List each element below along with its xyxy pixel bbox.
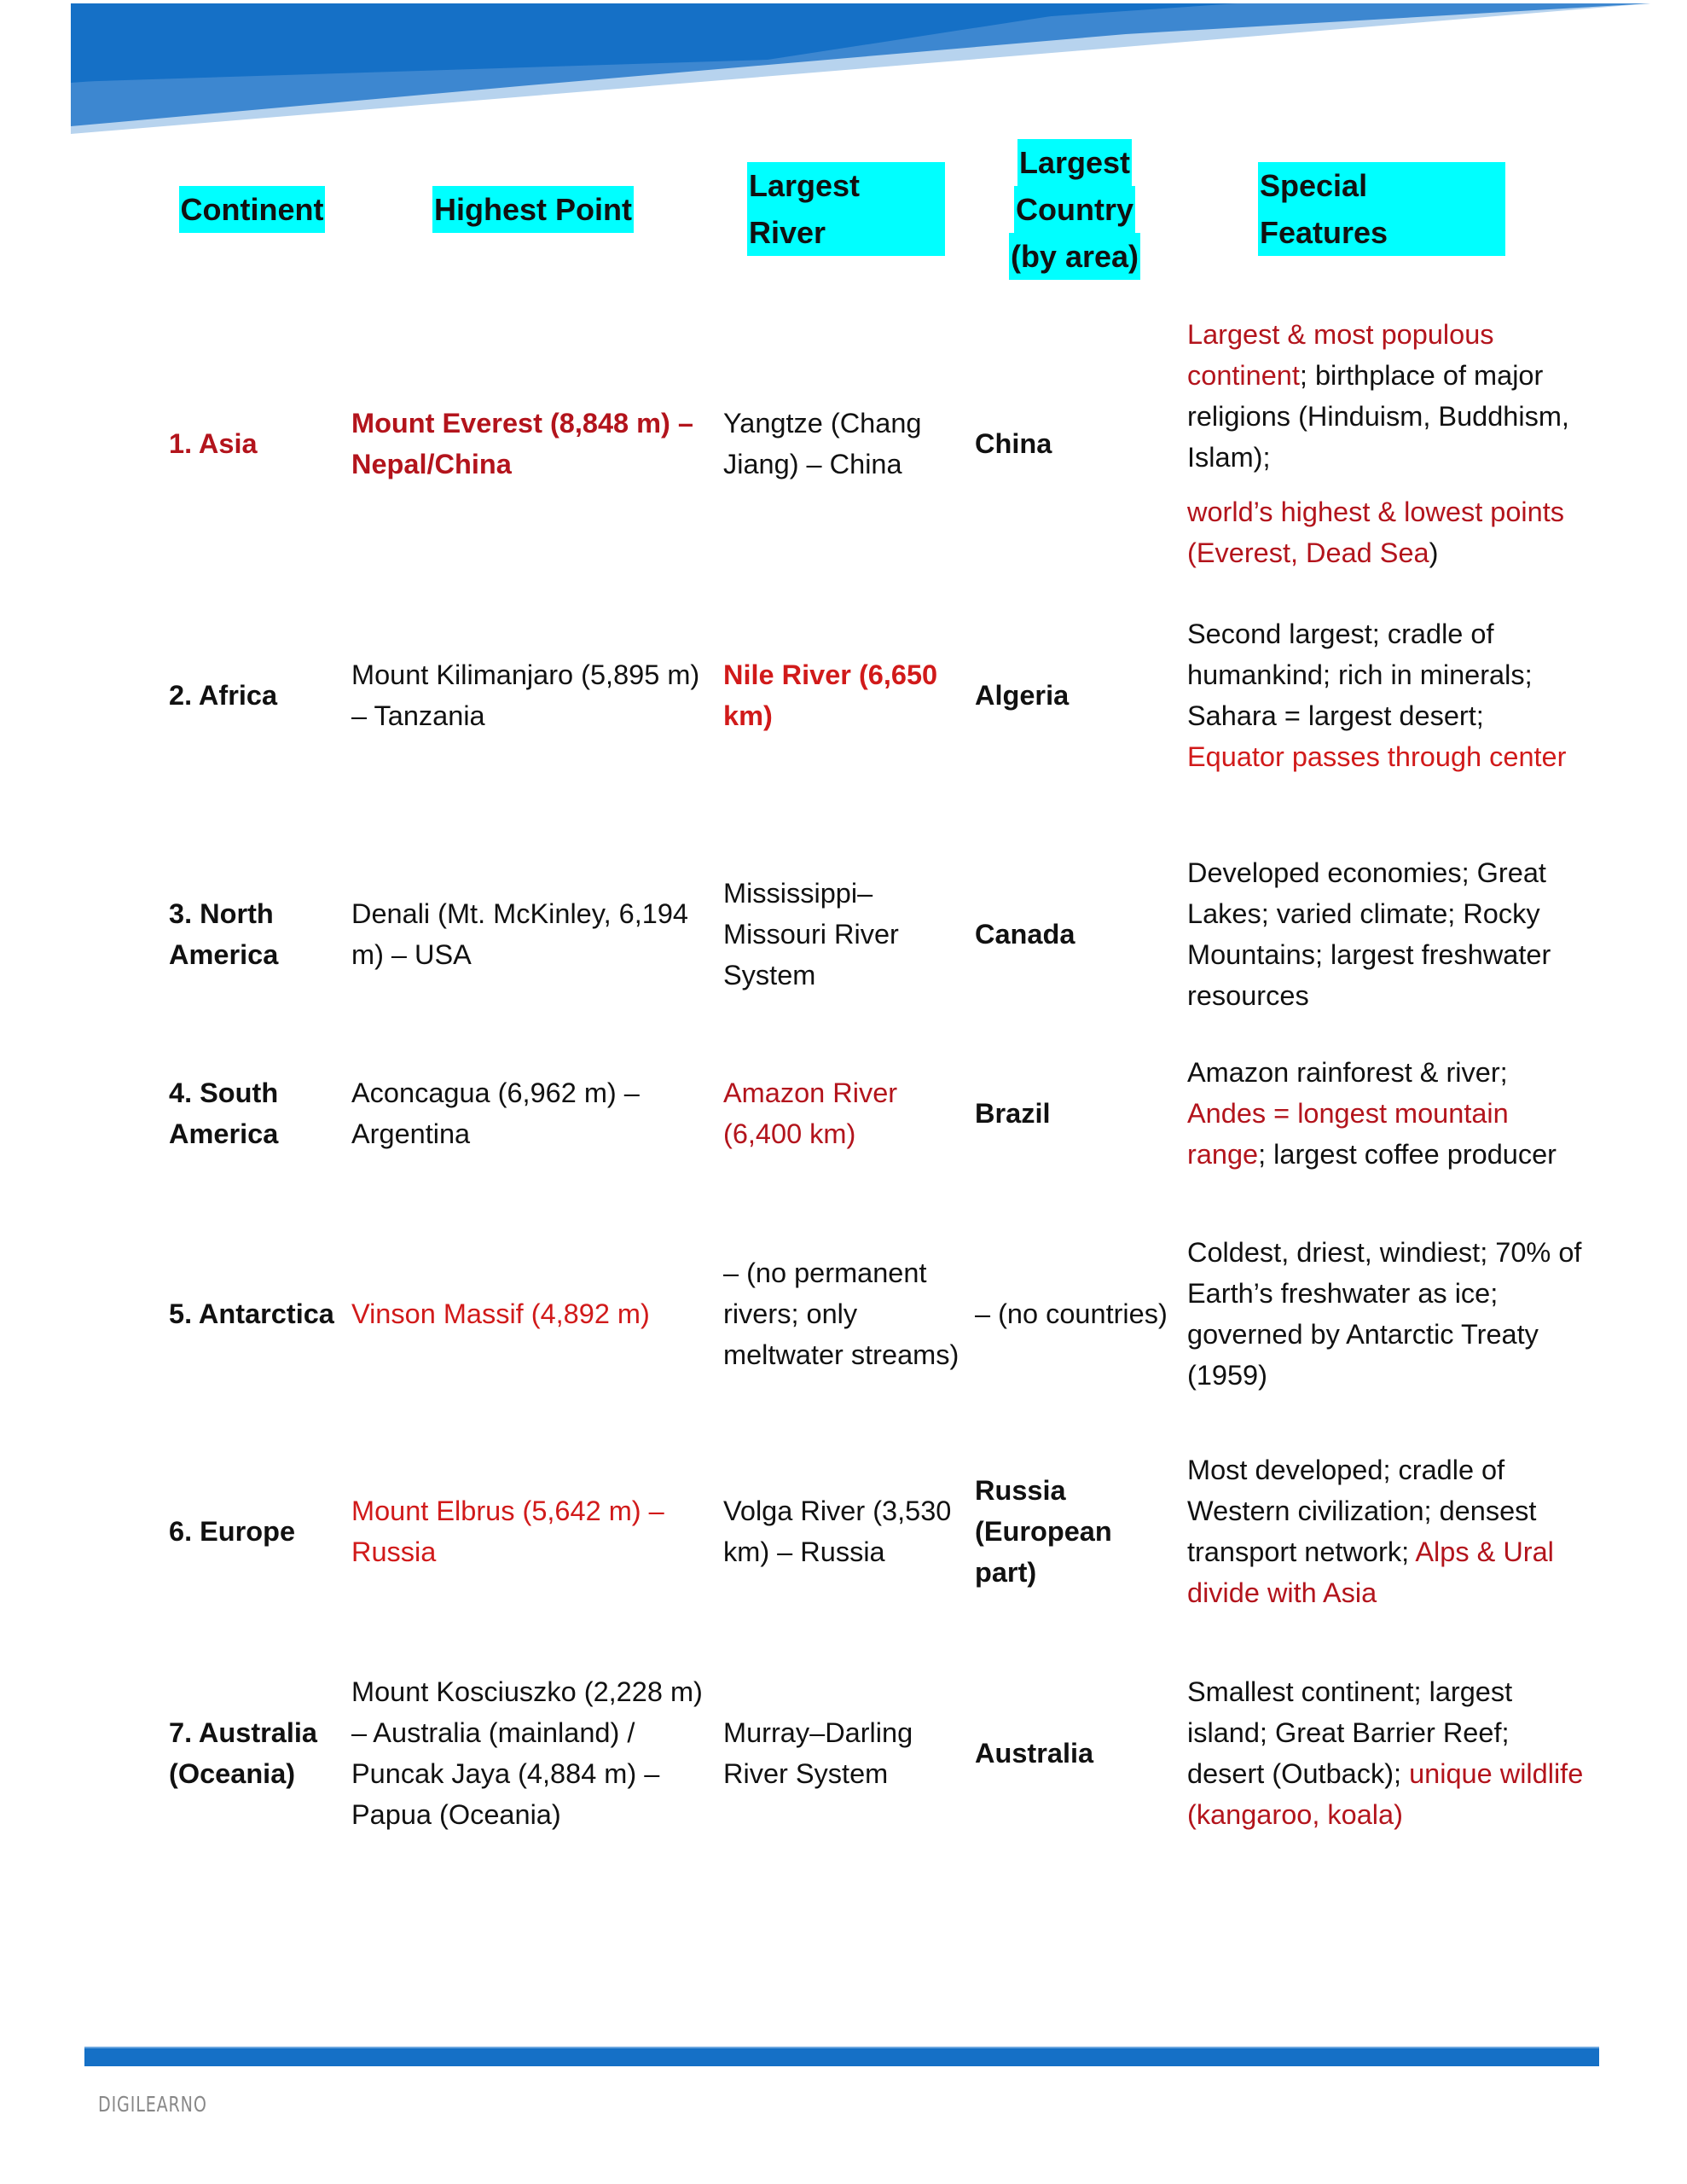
continent-text: 1. Asia (169, 428, 258, 459)
features-paragraph (1187, 613, 1588, 777)
largest-river-text: Amazon River (6,400 km) (723, 1077, 898, 1149)
features-segment: ; birthplace of major religions (Hinduism, Buddhism, Islam); (1187, 360, 1569, 473)
cell-features (1187, 1058, 1588, 1169)
largest-river-text: – (no permanent rivers; only meltwater streams) (723, 1258, 959, 1370)
cell-largest-river (723, 303, 962, 584)
largest-country-text: China (975, 428, 1052, 459)
header-largest-country-line3: (by area) (1009, 233, 1140, 280)
features-segment: Equator passes through center (1187, 741, 1567, 772)
cell-largest-country (975, 1220, 1180, 1408)
features-paragraph (1187, 852, 1588, 1016)
continent-text: 3. North America (169, 898, 279, 970)
largest-country-text: Brazil (975, 1098, 1051, 1129)
largest-river-text: Murray–Darling River System (723, 1717, 913, 1789)
cell-continent (169, 1442, 339, 1621)
header-special-features-label: Special Features (1258, 162, 1505, 256)
cell-largest-river (723, 1664, 962, 1843)
highest-point-text: Mount Kilimanjaro (5,895 m) – Tanzania (351, 659, 700, 731)
header-banner (0, 0, 1687, 145)
highest-point-text: Mount Elbrus (5,642 m) – Russia (351, 1496, 664, 1567)
cell-features (1187, 1220, 1588, 1408)
header-special-features (1258, 128, 1505, 290)
features-segment: unique wildlife (kangaroo, koala) (1187, 1758, 1584, 1830)
continent-text: 2. Africa (169, 680, 278, 711)
cell-features (1187, 610, 1588, 781)
features-segment: world’s highest & lowest points (Everest, Dead Sea (1187, 497, 1564, 568)
cell-continent (169, 1664, 339, 1843)
features-paragraph (1187, 491, 1588, 573)
cell-highest-point (351, 1220, 718, 1408)
features-paragraph (1187, 1232, 1588, 1396)
cell-largest-country (975, 1058, 1180, 1169)
features-segment: Amazon rainforest & river; (1187, 1057, 1508, 1088)
cell-features (1187, 1442, 1588, 1621)
cell-highest-point (351, 832, 718, 1037)
largest-country-text: Canada (975, 919, 1075, 950)
features-paragraph (1187, 1671, 1588, 1835)
features-segment: Smallest continent; largest island; Great Barrier Reef; desert (Outback); (1187, 1676, 1513, 1789)
footer-bar (84, 2047, 1599, 2066)
header-largest-river-label: Largest River (747, 162, 945, 256)
features-paragraph (1187, 1052, 1588, 1175)
highest-point-text: Aconcagua (6,962 m) – Argentina (351, 1077, 640, 1149)
cell-continent (169, 303, 339, 584)
cell-largest-river (723, 1442, 962, 1621)
features-segment: ; largest coffee producer (1258, 1139, 1557, 1170)
highest-point-text: Vinson Massif (4,892 m) (351, 1298, 650, 1329)
largest-country-text: Russia (European part) (975, 1475, 1112, 1588)
cell-highest-point (351, 303, 718, 584)
cell-largest-country (975, 1442, 1180, 1621)
cell-largest-country (975, 610, 1180, 781)
cell-largest-country (975, 832, 1180, 1037)
header-largest-country-line2: Country (1014, 186, 1135, 233)
features-segment: Largest & most populous continent (1187, 319, 1494, 391)
cell-largest-river (723, 1220, 962, 1408)
cell-largest-river (723, 610, 962, 781)
largest-river-text: Mississippi–Missouri River System (723, 878, 899, 990)
cell-highest-point (351, 1664, 718, 1843)
cell-continent (169, 610, 339, 781)
features-segment: Second largest; cradle of humankind; rich in minerals; Sahara = largest desert; (1187, 619, 1533, 731)
features-segment: Most developed; cradle of Western civilization; densest transport network; (1187, 1455, 1537, 1567)
header-largest-country (1002, 128, 1147, 290)
cell-largest-river (723, 1058, 962, 1169)
cell-features (1187, 303, 1588, 584)
header-continent-label: Continent (179, 186, 326, 233)
largest-country-text: Algeria (975, 680, 1070, 711)
continent-text: 6. Europe (169, 1516, 296, 1547)
features-segment: Alps & Ural divide with Asia (1187, 1536, 1554, 1608)
header-highest-point-label: Highest Point (432, 186, 634, 233)
header-highest-point (431, 128, 635, 290)
largest-river-text: Volga River (3,530 km) – Russia (723, 1496, 952, 1567)
cell-features (1187, 1664, 1588, 1843)
cell-highest-point (351, 1442, 718, 1621)
features-segment: Developed economies; Great Lakes; varied climate; Rocky Mountains; largest freshwater resources (1187, 857, 1551, 1011)
features-paragraph (1187, 314, 1588, 478)
header-continent (169, 128, 335, 290)
cell-features (1187, 832, 1588, 1037)
cell-continent (169, 1058, 339, 1169)
features-segment: Coldest, driest, windiest; 70% of Earth’s freshwater as ice; governed by Antarctic Treaty (1959) (1187, 1237, 1582, 1391)
highest-point-text: Denali (Mt. McKinley, 6,194 m) – USA (351, 898, 688, 970)
header-largest-country-line1: Largest (1017, 139, 1132, 186)
header-largest-river (747, 128, 945, 290)
continent-text: 4. South America (169, 1077, 279, 1149)
features-segment: Andes = longest mountain range (1187, 1098, 1509, 1170)
cell-largest-country (975, 1664, 1180, 1843)
cell-highest-point (351, 610, 718, 781)
highest-point-text: Mount Everest (8,848 m) – Nepal/China (351, 408, 693, 479)
largest-river-text: Nile River (6,650 km) (723, 659, 938, 731)
footer-brand: DIGILEARNO (98, 2092, 207, 2117)
cell-continent (169, 1220, 339, 1408)
largest-country-text: – (no countries) (975, 1298, 1168, 1329)
continent-text: 7. Australia (Oceania) (169, 1717, 318, 1789)
largest-country-text: Australia (975, 1738, 1094, 1769)
features-paragraph (1187, 1449, 1588, 1613)
cell-highest-point (351, 1058, 718, 1169)
continent-text: 5. Antarctica (169, 1298, 334, 1329)
cell-largest-country (975, 303, 1180, 584)
cell-largest-river (723, 832, 962, 1037)
highest-point-text: Mount Kosciuszko (2,228 m) – Australia (mainland) / Puncak Jaya (4,884 m) – Papua (Oceania) (351, 1676, 703, 1830)
features-segment: ) (1429, 537, 1439, 568)
cell-continent (169, 832, 339, 1037)
largest-river-text: Yangtze (Chang Jiang) – China (723, 408, 922, 479)
